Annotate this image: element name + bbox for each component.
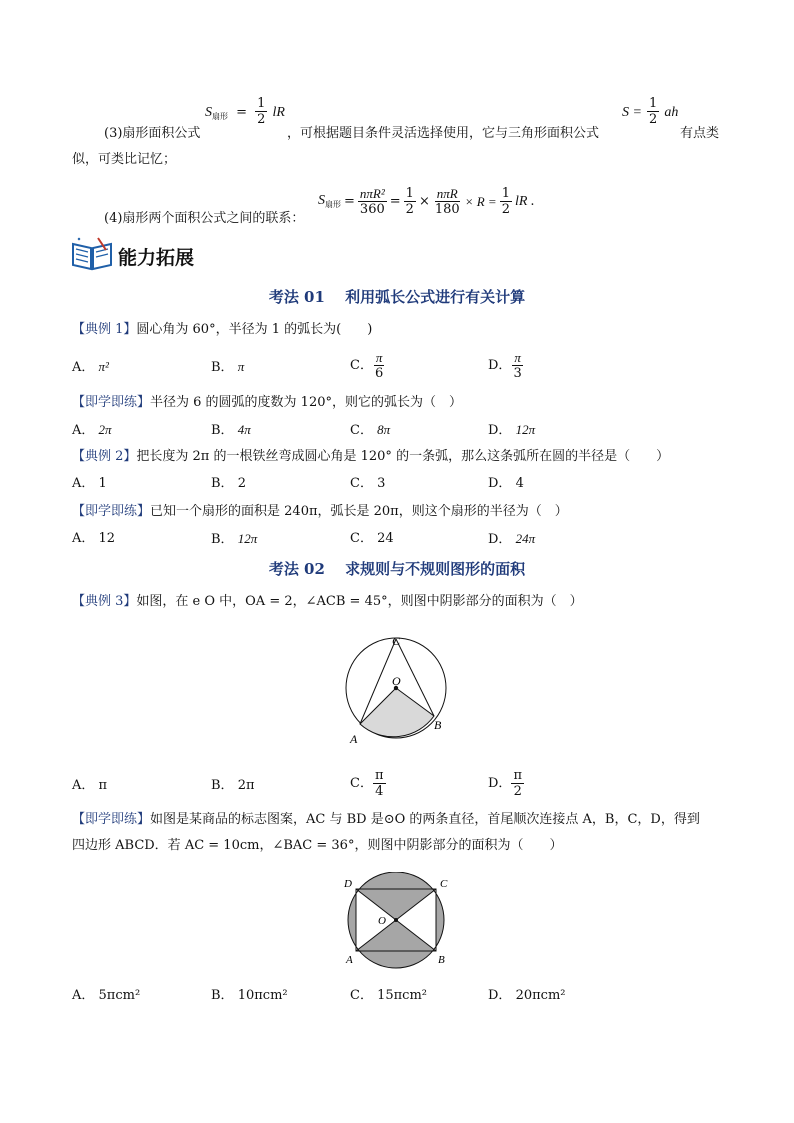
item3-prefix: (3)扇形面积公式: [104, 126, 201, 141]
practice3-question-line1: 【即学即练】如图是某商品的标志图案，AC 与 BD 是⊙O 的两条直径，首尾顺次连接点 A，B，C，D，得到: [72, 812, 700, 827]
shaded-sector: [360, 688, 434, 737]
example3-option-b[interactable]: B． 2π: [211, 778, 255, 793]
example3-figure: [336, 628, 456, 752]
label-c: C: [392, 634, 401, 648]
practice1-option-b[interactable]: B． 4π: [211, 422, 251, 438]
example1-option-a[interactable]: A． π²: [72, 359, 109, 375]
example1-question: 【典例 1】圆心角为 60°，半径为 1 的弧长为( ): [72, 322, 373, 337]
item3-middle: ，可根据题目条件灵活选择使用，它与三角形面积公式: [287, 126, 600, 141]
practice3-option-b[interactable]: B． 10πcm²: [211, 988, 288, 1003]
item4-prefix: (4)扇形两个面积公式之间的联系：: [104, 211, 305, 226]
example2-option-b[interactable]: B． 2: [211, 476, 246, 491]
practice1-question: 【即学即练】半径为 6 的圆弧的度数为 120°，则它的弧长为（ ）: [72, 395, 462, 410]
method2-title: 考法 02 求规则与不规则图形的面积: [268, 560, 526, 578]
example2-option-d[interactable]: D． 4: [488, 476, 524, 491]
practice1-option-c[interactable]: C． 8π: [350, 422, 391, 438]
example3-option-d[interactable]: D． $\frac{\pi}{2}$: [488, 768, 522, 799]
practice3-option-a[interactable]: A． 5πcm²: [72, 988, 141, 1003]
label-a2: A: [346, 954, 353, 966]
practice3-question-line2: 四边形 ABCD．若 AC = 10cm，∠BAC = 36°，则图中阴影部分的面积为（ ）: [72, 838, 563, 853]
example1-option-c[interactable]: C． $\frac{\pi}{6}$: [350, 350, 384, 381]
label-o: O: [392, 674, 401, 688]
practice3-figure: [340, 872, 456, 976]
label-b2: B: [438, 954, 445, 966]
example2-option-c[interactable]: C． 3: [350, 476, 386, 491]
label-d: D: [344, 878, 352, 890]
practice2-question: 【即学即练】已知一个扇形的面积是 240π，弧长是 20π，则这个扇形的半径为（ ）: [72, 504, 568, 519]
sector-formula-relation: $S_{扇形}$ = $\frac{\text{nπR²}}{360}$ = $\frac{1}{2}$ × $\frac{\text{nπR}}{180}$ × R = $\frac{1}{2}$ lR .: [318, 186, 535, 217]
book-icon: [70, 236, 114, 276]
item3-line2: 似，可类比记忆；: [72, 152, 177, 167]
practice2-option-c[interactable]: C． 24: [350, 531, 394, 546]
example3-question: 【典例 3】如图，在 e O 中，OA = 2，∠ACB = 45°，则图中阴影部分的面积为（ ）: [72, 594, 583, 609]
practice1-option-a[interactable]: A． 2π: [72, 422, 112, 438]
label-c2: C: [440, 878, 448, 890]
example2-question: 【典例 2】把长度为 2π 的一根铁丝弯成圆心角是 120° 的一条弧，那么这条弧所在圆的半径是（ ）: [72, 449, 670, 464]
example2-option-a[interactable]: A． 1: [72, 476, 107, 491]
section-title: 能力拓展: [118, 247, 195, 269]
practice2-option-d[interactable]: D． 24π: [488, 531, 536, 547]
sector-area-formula: $S_{扇形}$ = $\frac{1}{2}$ lR: [205, 96, 285, 127]
triangle-area-formula: S = $\frac{1}{2}$ ah: [622, 96, 679, 127]
practice1-option-d[interactable]: D． 12π: [488, 422, 536, 438]
practice3-option-c[interactable]: C． 15πcm²: [350, 988, 427, 1003]
practice2-option-a[interactable]: A． 12: [72, 531, 116, 546]
practice2-option-b[interactable]: B． 12π: [211, 531, 258, 547]
example3-option-a[interactable]: A． π: [72, 778, 108, 793]
method1-title: 考法 01 利用弧长公式进行有关计算: [268, 288, 526, 306]
example3-option-c[interactable]: C． $\frac{\pi}{4}$: [350, 768, 384, 799]
label-o2: O: [378, 915, 386, 927]
item3-suffix: 有点类: [680, 126, 720, 141]
example1-option-b[interactable]: B． π: [211, 359, 245, 375]
practice3-option-d[interactable]: D． 20πcm²: [488, 988, 566, 1003]
example1-option-d[interactable]: D． $\frac{\pi}{3}$: [488, 350, 522, 381]
label-b: B: [434, 718, 442, 732]
label-a: A: [350, 732, 358, 746]
